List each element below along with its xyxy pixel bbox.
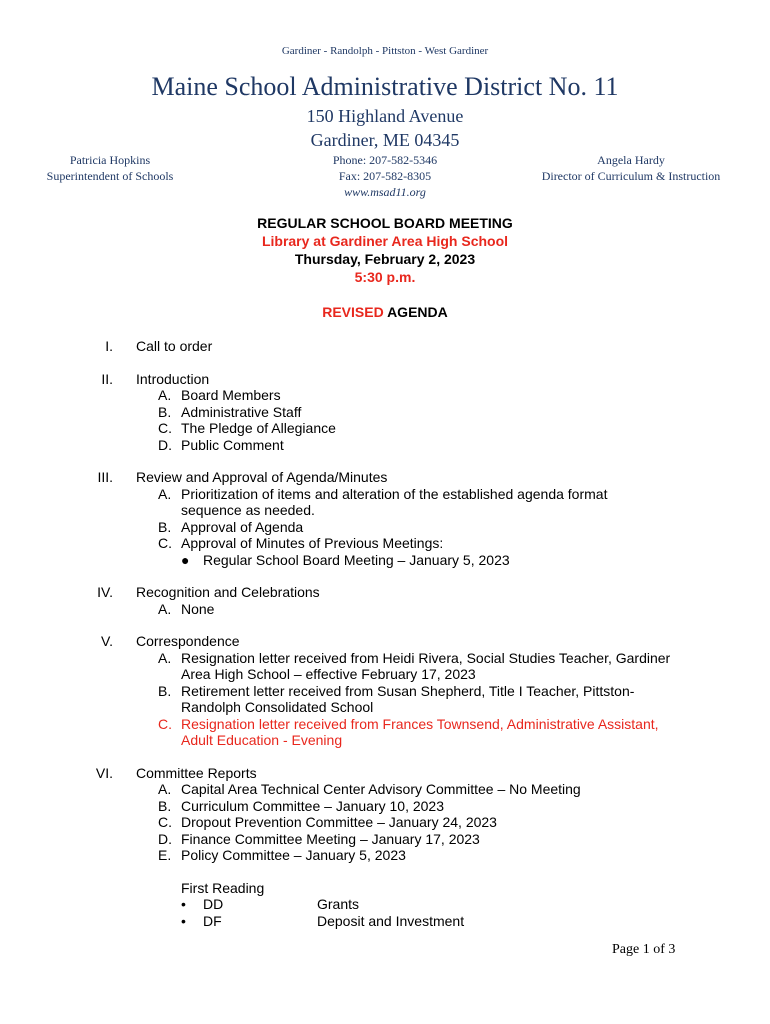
section-numeral: III. — [97, 469, 113, 485]
section-title: Call to order — [136, 338, 213, 354]
list-item — [158, 716, 770, 749]
bullet-item — [181, 552, 770, 569]
meeting-title: REGULAR SCHOOL BOARD MEETING — [257, 215, 513, 231]
policy-name: Deposit and Investment — [317, 912, 465, 929]
director-block — [533, 152, 729, 184]
bullet-icon: • — [181, 896, 186, 912]
policy-item — [181, 913, 770, 930]
list-item — [158, 798, 770, 815]
bullet-icon: • — [181, 912, 186, 929]
agenda-section-recognition — [0, 584, 770, 617]
item-letter: B. — [158, 403, 172, 420]
district-towns: Gardiner - Randolph - Pittston - West Gardiner — [281, 45, 489, 57]
phone-number: Phone: 207-582-5346 — [332, 153, 438, 167]
first-reading-label: First Reading — [181, 879, 265, 896]
item-letter: D. — [158, 436, 172, 453]
policy-name: Grants — [317, 896, 360, 912]
item-letter: C. — [158, 420, 172, 436]
item-text: Resignation letter received from Frances Townsend, Administrative Assistant, Adult Education - Evening — [181, 715, 659, 748]
page-number: Page 1 of 3 — [612, 942, 676, 957]
district-name: Maine School Administrative District No. 11 — [151, 72, 619, 101]
agenda-list — [0, 338, 770, 945]
agenda-label: AGENDA — [383, 304, 448, 320]
list-item — [158, 831, 770, 848]
fax-number: Fax: 207-582-8305 — [338, 169, 432, 183]
item-text: Dropout Prevention Committee – January 24, 2023 — [181, 814, 497, 830]
item-letter: A. — [158, 387, 172, 403]
item-text: Approval of Agenda — [181, 518, 304, 535]
item-text: None — [181, 600, 215, 617]
list-item — [158, 650, 770, 683]
section-title: Introduction — [136, 370, 210, 387]
item-text: Finance Committee Meeting – January 17, 2023 — [181, 830, 480, 847]
list-item — [158, 519, 770, 536]
section-title: Review and Approval of Agenda/Minutes — [136, 469, 388, 485]
list-item — [158, 814, 770, 831]
item-text: Retirement letter received from Susan Shepherd, Title I Teacher, Pittston-Randolph Consolidated School — [181, 682, 635, 715]
meeting-location: Library at Gardiner Area High School — [261, 233, 509, 249]
item-letter: E. — [158, 847, 172, 863]
list-item — [158, 601, 770, 618]
policy-code: DD — [203, 896, 224, 912]
address-street: 150 Highland Avenue — [306, 106, 464, 126]
item-letter: D. — [158, 830, 172, 847]
item-letter: A. — [158, 600, 172, 617]
list-item — [158, 847, 770, 864]
section-numeral: V. — [101, 633, 113, 649]
item-letter: A. — [158, 781, 172, 797]
meeting-time: 5:30 p.m. — [354, 269, 416, 285]
director-name: Angela Hardy — [597, 153, 665, 167]
superintendent-block — [40, 152, 180, 184]
item-text: Curriculum Committee – January 10, 2023 — [181, 797, 445, 814]
item-letter: A. — [158, 649, 172, 666]
section-numeral: VI. — [95, 764, 113, 781]
item-text: Resignation letter received from Heidi Rivera, Social Studies Teacher, Gardiner Area High School – effective February 17, 2023 — [181, 649, 671, 682]
item-text: Administrative Staff — [181, 403, 302, 420]
agenda-heading — [0, 304, 770, 320]
agenda-section-review-approval — [0, 469, 770, 568]
list-item — [158, 683, 770, 716]
item-text: Public Comment — [181, 436, 284, 453]
bullet-text: Regular School Board Meeting – January 5, 2023 — [203, 551, 510, 568]
item-letter: B. — [158, 682, 172, 699]
website: www.msad11.org — [344, 185, 426, 199]
item-text: Policy Committee – January 5, 2023 — [181, 847, 406, 863]
superintendent-title: Superintendent of Schools — [46, 169, 174, 183]
section-title: Committee Reports — [136, 764, 257, 781]
list-item — [158, 387, 770, 404]
item-letter: C. — [158, 715, 172, 732]
agenda-section-introduction — [0, 371, 770, 454]
section-title: Recognition and Celebrations — [136, 584, 320, 600]
list-item — [158, 535, 770, 552]
agenda-section-call-to-order — [0, 338, 770, 355]
item-text: The Pledge of Allegiance — [181, 420, 336, 436]
meeting-block — [0, 214, 770, 286]
section-numeral: I. — [105, 338, 113, 354]
agenda-section-committee-reports — [0, 765, 770, 930]
item-letter: C. — [158, 814, 172, 830]
item-text: Capital Area Technical Center Advisory Committee – No Meeting — [181, 781, 581, 797]
item-text: Approval of Minutes of Previous Meetings: — [181, 535, 444, 551]
section-numeral: IV. — [97, 584, 113, 600]
superintendent-name: Patricia Hopkins — [69, 153, 151, 167]
section-title: Correspondence — [136, 633, 240, 649]
item-letter: C. — [158, 535, 172, 551]
meeting-date: Thursday, February 2, 2023 — [294, 251, 476, 267]
address-city: Gardiner, ME 04345 — [310, 130, 460, 150]
list-item — [158, 486, 770, 519]
item-letter: A. — [158, 485, 172, 502]
list-item — [158, 404, 770, 421]
policy-code: DF — [203, 912, 222, 929]
section-numeral: II. — [101, 370, 113, 387]
list-item — [158, 420, 770, 437]
agenda-section-correspondence — [0, 633, 770, 749]
revised-label: REVISED — [322, 304, 384, 320]
item-text: Board Members — [181, 387, 281, 403]
list-item — [158, 781, 770, 798]
contact-block — [300, 152, 470, 200]
director-title: Director of Curriculum & Instruction — [541, 169, 721, 183]
item-letter: B. — [158, 518, 172, 535]
item-text: Prioritization of items and alteration of the established agenda format sequence as needed. — [181, 485, 608, 518]
bullet-icon: ● — [181, 551, 190, 568]
list-item — [158, 437, 770, 454]
item-letter: B. — [158, 797, 172, 814]
policy-item — [181, 896, 770, 913]
